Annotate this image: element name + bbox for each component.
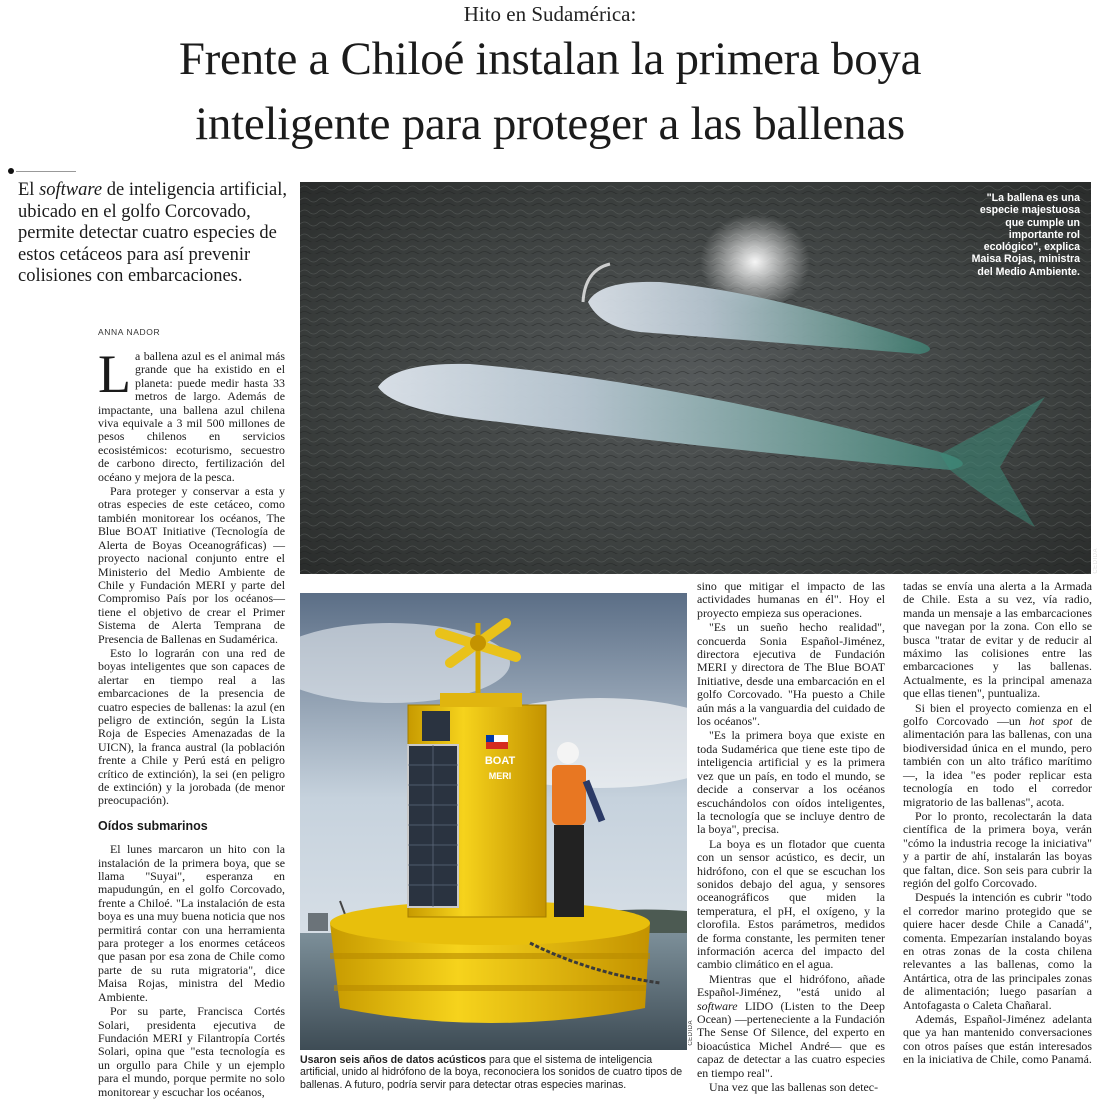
paragraph: Una vez que las ballenas son detec- — [709, 1080, 879, 1095]
paragraph: El lunes marcaron un hito con la instalación de la primera boya, que se llama "Suyai", esperanza en mapudungún, en el golfo Corcovado, frente a Chiloé. "La instalación de esta boya es una muy buena noticia que nos permitirá contar con una herramienta para proteger a los enormes cetáceos que pasan por esa zona de Chile como parte de su ruta migratoria", dice Maisa Rojas, ministra del Medio Ambiente. — [98, 842, 285, 1004]
paragraph: Después la intención es cubrir "todo el corredor marino protegido que se quiere hacer desde Chile a Canadá", comenta. Empezarían instalando boyas en otras zonas de la costa chilena relevantes a las ballenas, como la Antártica, otra de las principales zonas de alimentación; luego pasarían a Antofagasta o Caleta Chañaral. — [903, 890, 1092, 1012]
paragraph — [903, 702, 1092, 809]
article-column-2 — [697, 580, 885, 1094]
photo-caption — [300, 1054, 688, 1091]
photo-credit: CEDIDA — [1093, 548, 1099, 574]
paragraph: "Es un sueño hecho realidad", concuerda Sonia Español-Jiménez, directora ejecutiva de Fundación MERI y directora de The Blue BOAT Initiative, desde una embarcación en el golfo Corcovado. "Ha puesto a Chile aún más a la vanguardia del cuidado de los océanos". — [697, 620, 885, 729]
subheading: Oídos submarinos — [98, 818, 208, 833]
deck-software: software — [39, 180, 103, 200]
italic-term: software — [697, 998, 738, 1013]
paragraph — [697, 973, 885, 1080]
deck-bullet — [8, 168, 14, 174]
paragraph — [98, 344, 285, 484]
byline: ANNA NADOR — [98, 327, 161, 337]
buoy-org-text: MERI — [488, 771, 512, 781]
caption-lead: Usaron seis años de datos acústicos — [300, 1054, 487, 1066]
paragraph: Por su parte, Francisca Cortés Solari, presidenta ejecutiva de Fundación MERI y Filantropía Cortés Solari, opina que "esta tecnología es un orgullo para Chile y un ejemplo para el mundo, porque permite no solo monitorear y escuchar los océanos, — [98, 1004, 285, 1099]
kicker: Hito en Sudamérica: — [463, 2, 637, 26]
paragraph: Además, Español-Jiménez adelanta que ya han mantenido conversaciones con otros países que están interesados en la iniciativa de Chile, como Panamá. — [903, 1012, 1092, 1067]
deck-after: de inteligencia artificial, ubicado en el golfo Corcovado, permite detectar cuatro especies de estos cetáceos para así prevenir colisiones con embarcaciones. — [18, 180, 288, 286]
paragraph-text: Si bien el proyecto comienza en el golfo Corcovado —un — [903, 700, 1092, 729]
buoy-brand-text: BOAT — [484, 755, 516, 767]
paragraph-text: a ballena azul es el animal más grande que ha existido en el planeta: puede medir hasta 33 metros de largo. Además de impactante, una ballena azul chilena viva equivale a 3 mil 500 millones de pesos chilenos en servicios ecosistémicos: ecoturismo, secuestro de carbono directo, fertilización del océano y mejora de la pesca. — [98, 349, 285, 484]
paragraph-text: de alimentación para las ballenas, con una biodiversidad única en el mundo, pero también con un alto tráfico marítimo—, la idea "es poder replicar esta tecnología en todo el corredor migratorio de las ballenas", acota. — [903, 714, 1092, 809]
caption-text: para que el sistema de inteligencia artificial, unido al hidrófono de la boya, reconociera los sonidos de cuatro tipos de ballenas. A futuro, podría servir para detectar otras especies marinas. — [300, 1054, 683, 1091]
paragraph: "Es la primera boya que existe en toda Sudamérica que tiene este tipo de inteligencia artificial y es la primera vez que un país, en todo el mundo, se decide a conservar a los océanos escuchándolos con oídos inteligentes, la tecnología que se incluye dentro de la boya", precisa. — [697, 728, 885, 837]
article-column-3 — [903, 580, 1092, 1067]
paragraph: sino que mitigar el impacto de las actividades humanas en él". Hoy el proyecto empieza sus operaciones. — [697, 579, 885, 620]
photo-quote: "La ballena es una especie majestuosa que cumple un importante rol ecológico", explica Maisa Rojas, ministra del Medio Ambiente. — [971, 192, 1080, 278]
buoy-illustration — [300, 593, 687, 1050]
buoy-logo — [481, 752, 519, 782]
italic-term: hot spot — [1029, 714, 1073, 729]
deck — [18, 180, 293, 288]
paragraph-text: Mientras que el hidrófono, añade Español-Jiménez, "está unido al — [697, 971, 885, 1000]
article-column-1 — [98, 344, 285, 1099]
paragraph: tadas se envía una alerta a la Armada de Chile. Esta a su vez, vía radio, manda un mensaje a las embarcaciones que navegan por la zona. Con ello se busca "tratar de evitar y de reducir al máximo las colisiones entre las embarcaciones y las ballenas. Actualmente, es la principal amenaza que ellas tienen", puntualiza. — [903, 579, 1092, 701]
paragraph: Para proteger y conservar a esta y otras especies de este cetáceo, como también monitorear los océanos, The Blue BOAT Initiative (Tecnología de Alerta de Boyas Oceanográficas) —proyecto nacional conjunto entre el Ministerio del Medio Ambiente de Chile y Fundación MERI y parte del Compromiso País por los océanos— tiene el objetivo de crear el Primer Sistema de Alerta Temprana de Presencia de Ballenas en Sudamérica. — [98, 484, 285, 646]
drop-cap: L — [98, 344, 131, 404]
paragraph: Esto lo lograrán con una red de boyas inteligentes que son capaces de alertar en tiempo real a las embarcaciones de la presencia de cuatro especies de ballenas: la azul (en peligro de extinción, según la Lista Roja de Especies Amenazadas de la UICN), la franca austral (la población frente a Chile y Perú está en peligro crítico de extinción), la sei (en peligro de extinción) y la jorobada (de menor preocupación). — [98, 645, 285, 808]
paragraph: La boya es un flotador que cuenta con un sensor acústico, es decir, un hidrófono, con el que se escuchan los sonidos debajo del agua, y sensores oceanográficos que miden la temperatura, el pH, el oxígeno, y la clorofila. Estos parámetros, medidos de forma constante, les permiten tener información acerca del impacto del cambio climático en el agua. — [697, 836, 885, 972]
paragraph: Por lo pronto, recolectarán la data científica de la primera boya, verán "cómo la industria recoge la iniciativa" y a partir de ahí, instalarán las boyas que faltan, dice. Son seis para cubrir la región del golfo Corcovado. — [903, 808, 1092, 890]
buoy-photo — [300, 593, 687, 1050]
headline-line-1: Frente a Chiloé instalan la primera boya — [178, 33, 922, 85]
deck-rule — [16, 171, 76, 172]
photo-credit: CEDIDA — [688, 1020, 694, 1046]
paragraph-text: LIDO (Listen to the Deep Ocean) —perteneciente a la Fundación The Sense Of Silence, del experto en bioacústica Michel André— que es capaz de detectar a las cuatro especies en tiempo real". — [697, 998, 885, 1080]
headline-line-2: inteligente para proteger a las ballenas — [195, 98, 905, 150]
deck-before: El — [18, 180, 40, 200]
